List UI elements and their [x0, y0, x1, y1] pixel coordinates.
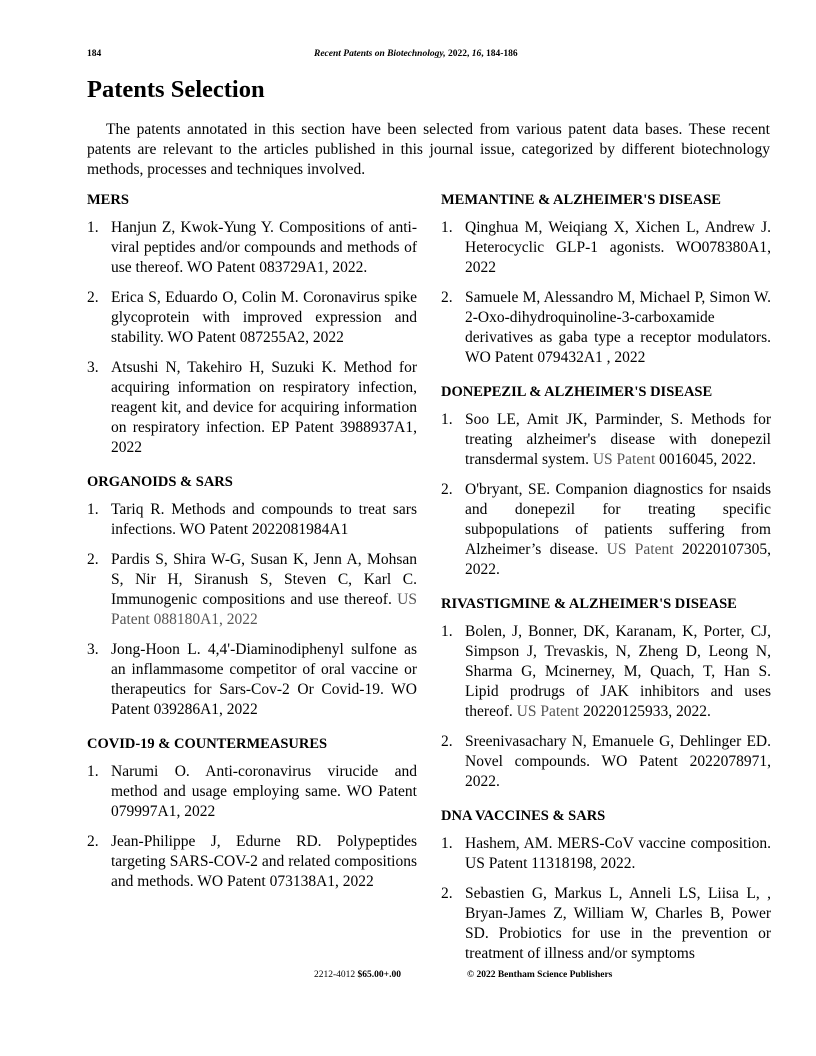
entry-number: 2. [87, 833, 99, 850]
patent-section [441, 594, 771, 792]
patent-entry [441, 834, 771, 874]
entry-number: 3. [87, 641, 99, 658]
left-column [87, 190, 417, 906]
journal-year: 2022, [445, 49, 472, 59]
patent-link[interactable]: US Patent [516, 703, 580, 720]
section-heading: MEMANTINE & ALZHEIMER'S DISEASE [441, 192, 721, 208]
section-heading: DNA VACCINES & SARS [441, 808, 606, 824]
entry-text: Bolen, J, Bonner, DK, Karanam, K, Porter, CJ, Simpson J, Trevaskis, N, Zheng D, Leong N, Sharma G, Mcinerney, M, Quach, T, Han S. Lipid prodrugs of JAK inhibitors and uses thereof. [465, 623, 771, 720]
section-heading: ORGANOIDS & SARS [87, 474, 233, 490]
patent-entry [87, 500, 417, 540]
patent-entry [441, 884, 771, 964]
patent-section [441, 806, 771, 964]
section-heading: COVID-19 & COUNTERMEASURES [87, 736, 328, 752]
page-number: 184 [87, 49, 102, 59]
journal-pages: , 184-186 [481, 49, 518, 59]
section-heading: MERS [87, 192, 129, 208]
section-heading: RIVASTIGMINE & ALZHEIMER'S DISEASE [441, 596, 737, 612]
journal-citation [314, 49, 518, 59]
patent-list [87, 218, 417, 458]
section-heading: DONEPEZIL & ALZHEIMER'S DISEASE [441, 384, 713, 400]
patent-entry [441, 732, 771, 792]
copyright: © 2022 Bentham Science Publishers [467, 970, 613, 980]
entry-text: Hashem, AM. MERS-CoV vaccine composition. US Patent 11318198, 2022. [465, 835, 771, 872]
entry-text: Atsushi N, Takehiro H, Suzuki K. Method for acquiring information on respiratory infection, reagent kit, and device for acquiring information on respiratory infection. EP Patent 3988937A1, 2022 [111, 359, 417, 456]
entry-number: 1. [87, 501, 99, 518]
patent-list [441, 622, 771, 792]
entry-number-tail: 20220107305, 2022. [465, 541, 772, 578]
entry-number: 1. [441, 411, 453, 428]
entry-number: 3. [87, 359, 99, 376]
patent-section [87, 734, 417, 892]
entry-number: 2. [441, 733, 453, 750]
patent-section [441, 382, 771, 580]
patent-entry [87, 218, 417, 278]
patent-entry [87, 358, 417, 458]
entry-text: Narumi O. Anti-coronavirus virucide and method and usage employing same. WO Patent 079997A1, 2022 [111, 763, 417, 820]
price: $65.00+.00 [357, 970, 401, 980]
patent-link[interactable]: US Patent 088180A1, 2022 [111, 591, 417, 628]
patent-list [87, 500, 417, 720]
patent-entry [87, 832, 417, 892]
patent-list [441, 834, 771, 964]
entry-number: 1. [87, 219, 99, 236]
patent-entry [441, 480, 771, 580]
patent-entry [441, 622, 771, 722]
page-title: Patents Selection [87, 76, 265, 103]
entry-text: Soo LE, Amit JK, Parminder, S. Methods for treating alzheimer's disease with donepezil transdermal system. [465, 411, 771, 468]
patent-entry [441, 410, 771, 470]
entry-text: Erica S, Eduardo O, Colin M. Coronavirus spike glycoprotein with improved expression and stability. WO Patent 087255A2, 2022 [111, 289, 417, 346]
entry-text: Sreenivasachary N, Emanuele G, Dehlinger ED. Novel compounds. WO Patent 2022078971, 2022. [465, 733, 771, 790]
entry-number: 1. [441, 623, 453, 640]
intro-paragraph: The patents annotated in this section have been selected from various patent data bases. These recent patents are relevant to the articles published in this journal issue, categorized by different biotechnology methods, processes and techniques involved. [87, 121, 770, 178]
entry-number: 1. [441, 219, 453, 236]
right-column [441, 190, 771, 978]
patent-list [87, 762, 417, 892]
entry-number: 2. [441, 289, 453, 306]
patent-link[interactable]: US Patent [592, 451, 656, 468]
entry-text: Sebastien G, Markus L, Anneli LS, Liisa L, , Bryan-James Z, William W, Charles B, Power SD. Probiotics for use in the prevention or treatment of illness and/or symptoms [465, 885, 771, 962]
entry-text: Qinghua M, Weiqiang X, Xichen L, Andrew J. Heterocyclic GLP-1 agonists. WO078380A1, 2022 [465, 219, 771, 276]
patent-entry [87, 640, 417, 720]
journal-volume: 16 [471, 49, 482, 59]
patent-section [87, 472, 417, 720]
patent-entry [441, 288, 771, 368]
entry-number: 1. [87, 763, 99, 780]
patent-section [441, 190, 771, 368]
issn-price [314, 970, 401, 980]
journal-name: Recent Patents on Biotechnology, [314, 49, 446, 59]
patent-entry [87, 762, 417, 822]
running-header [87, 49, 770, 63]
patent-list [441, 218, 771, 368]
patent-entry [87, 288, 417, 348]
patent-entry [87, 550, 417, 630]
entry-text: O'bryant, SE. Companion diagnostics for nsaids and donepezil for treating specific subpopulations of patients suffering from Alzheimer’s disease. [465, 481, 771, 558]
entry-text: Jean-Philippe J, Edurne RD. Polypeptides targeting SARS-COV-2 and related compositions and methods. WO Patent 073138A1, 2022 [111, 833, 417, 890]
entry-text: Pardis S, Shira W-G, Susan K, Jenn A, Mohsan S, Nir H, Siranush S, Steven C, Karl C. Immunogenic compositions and use thereof. [111, 551, 417, 608]
issn: 2212-4012 [314, 970, 358, 980]
entry-number: 2. [441, 885, 453, 902]
patent-section [87, 190, 417, 458]
entry-text: Samuele M, Alessandro M, Michael P, Simon W. 2-Oxo-dihydroquinoline-3-carboxamide derivatives as gaba type a receptor modulators. WO Patent 079432A1 , 2022 [465, 289, 771, 366]
entry-number: 2. [441, 481, 453, 498]
patent-entry [441, 218, 771, 278]
patent-link[interactable]: US Patent [606, 541, 674, 558]
entry-number-tail: 0016045, 2022. [655, 451, 757, 468]
entry-number: 1. [441, 835, 453, 852]
entry-number: 2. [87, 289, 99, 306]
entry-number: 2. [87, 551, 99, 568]
entry-text: Tariq R. Methods and compounds to treat sars infections. WO Patent 2022081984A1 [111, 501, 417, 538]
entry-text: Jong-Hoon L. 4,4'-Diaminodiphenyl sulfone as an inflammasome competitor of oral vaccine or therapeutics for Sars-Cov-2 Or Covid-19. WO Patent 039286A1, 2022 [111, 641, 417, 718]
entry-text: Hanjun Z, Kwok-Yung Y. Compositions of anti-viral peptides and/or compounds and methods of use thereof. WO Patent 083729A1, 2022. [111, 219, 417, 276]
entry-number-tail: 20220125933, 2022. [579, 703, 711, 720]
patent-list [441, 410, 771, 580]
